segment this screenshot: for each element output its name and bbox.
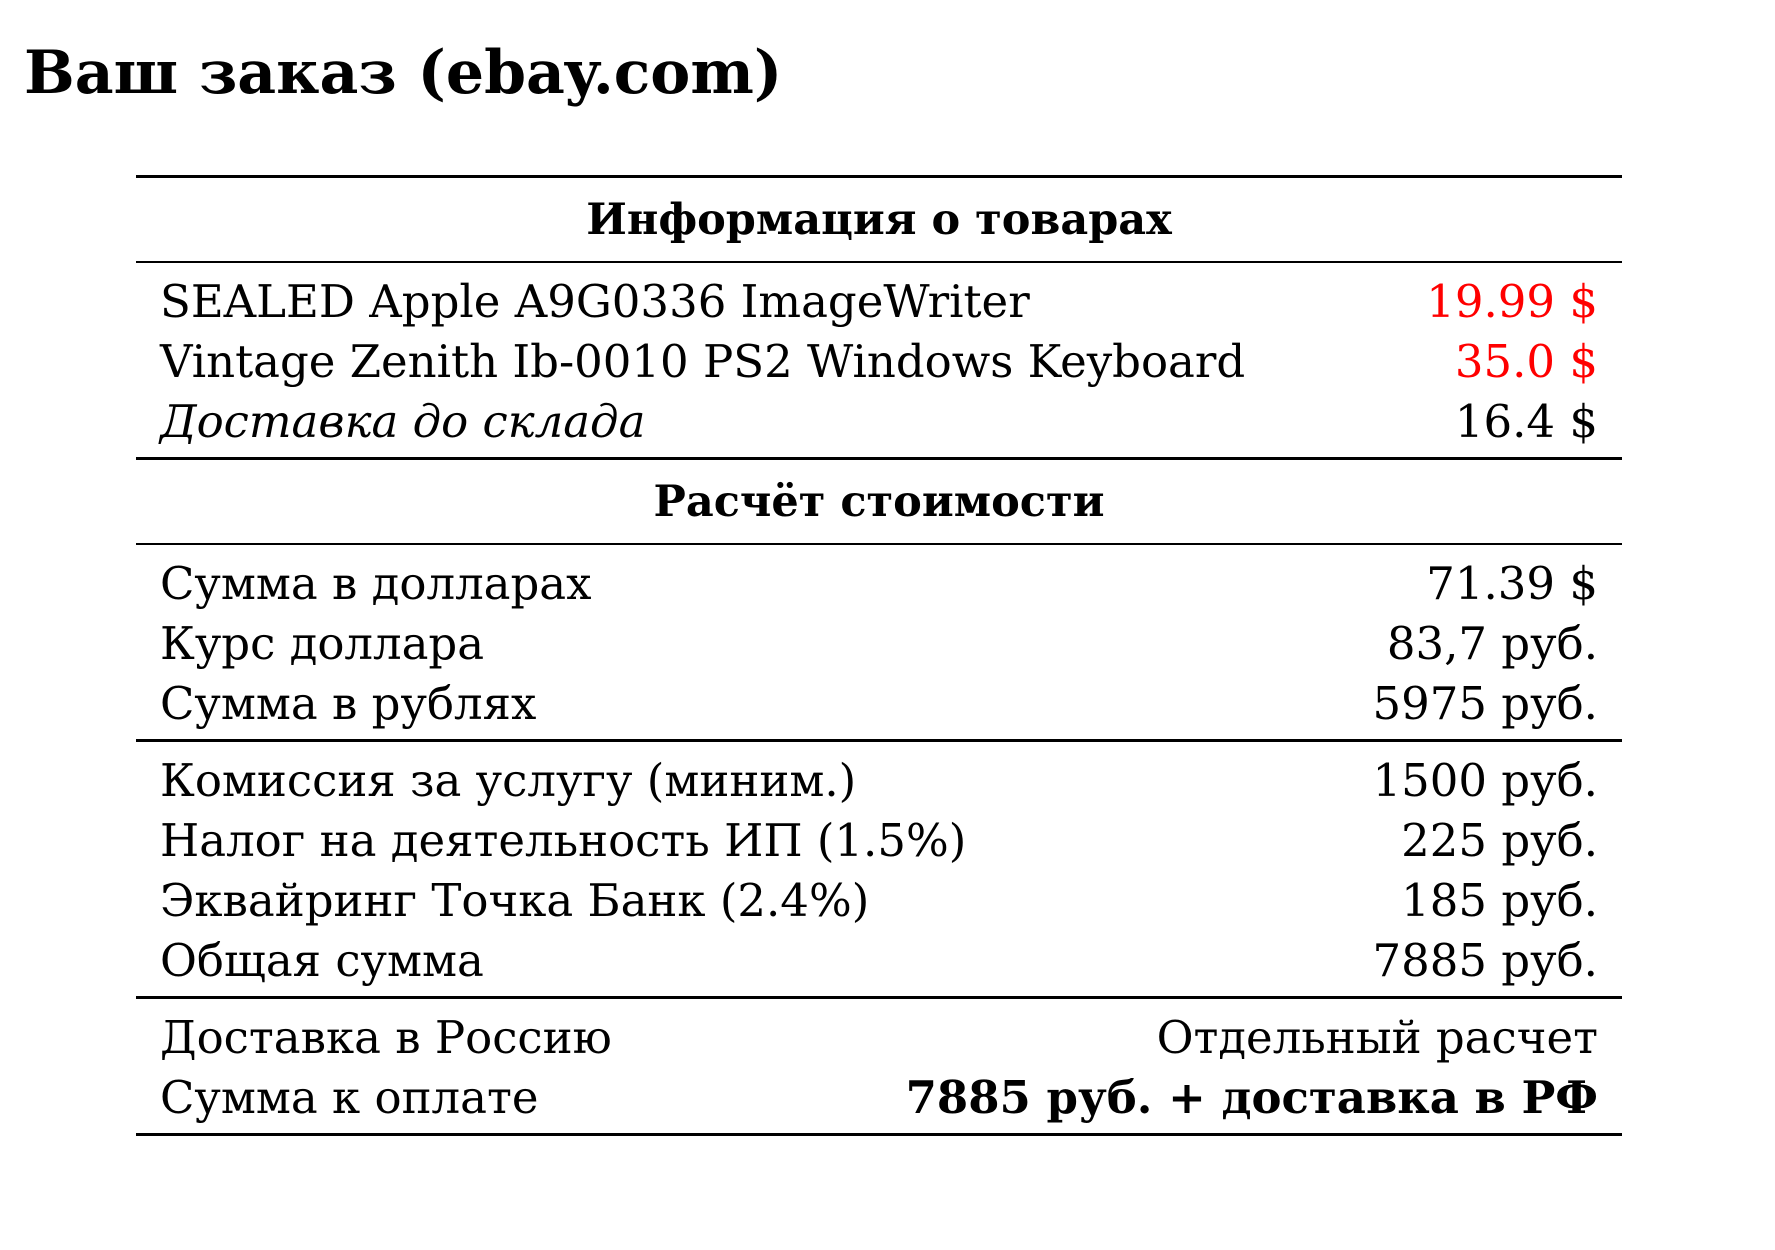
fees-list [136, 742, 1622, 996]
amount-due-row [136, 1067, 1622, 1127]
russia-delivery-row [136, 1007, 1622, 1067]
service-fee-value: 1500 руб. [1372, 753, 1598, 807]
service-fee-row [136, 750, 1622, 810]
sum-rub-value: 5975 руб. [1372, 676, 1598, 730]
conversion-list [136, 545, 1622, 739]
sum-usd-row [136, 553, 1622, 613]
warehouse-delivery-value: 16.4 $ [1454, 394, 1598, 448]
table-bottom-rule [136, 1133, 1622, 1136]
warehouse-delivery-row [136, 391, 1622, 451]
tax-label: Налог на деятельность ИП (1.5%) [160, 813, 967, 867]
tax-row [136, 810, 1622, 870]
sum-usd-label: Сумма в долларах [160, 556, 592, 610]
page-title: Ваш заказ (ebay.com) [24, 38, 783, 108]
russia-delivery-label: Доставка в Россию [160, 1010, 612, 1064]
goods-item-name: Vintage Zenith Ib-0010 PS2 Windows Keyboard [160, 334, 1246, 388]
acquiring-row [136, 870, 1622, 930]
exchange-rate-row [136, 613, 1622, 673]
amount-due-value: 7885 руб. + доставка в РФ [905, 1070, 1598, 1124]
exchange-rate-value: 83,7 руб. [1386, 616, 1598, 670]
goods-item-row [136, 331, 1622, 391]
service-fee-label: Комиссия за услугу (миним.) [160, 753, 857, 807]
acquiring-value: 185 руб. [1401, 873, 1598, 927]
russia-delivery-value: Отдельный расчет [1156, 1010, 1598, 1064]
amount-due-label: Сумма к оплате [160, 1070, 539, 1124]
exchange-rate-label: Курс доллара [160, 616, 485, 670]
goods-item-row [136, 271, 1622, 331]
tax-value: 225 руб. [1401, 813, 1598, 867]
goods-item-price: 19.99 $ [1426, 274, 1598, 328]
sum-usd-value: 71.39 $ [1426, 556, 1598, 610]
goods-section-header: Информация о товарах [586, 194, 1172, 245]
goods-item-price: 35.0 $ [1454, 334, 1598, 388]
sum-rub-label: Сумма в рублях [160, 676, 537, 730]
sum-rub-row [136, 673, 1622, 733]
total-value: 7885 руб. [1372, 933, 1598, 987]
goods-list [136, 263, 1622, 457]
payment-list [136, 999, 1622, 1133]
goods-item-name: SEALED Apple A9G0336 ImageWriter [160, 274, 1030, 328]
order-summary-table [136, 175, 1622, 1136]
calculation-section-header: Расчёт стоимости [653, 476, 1105, 527]
total-label: Общая сумма [160, 933, 484, 987]
warehouse-delivery-label: Доставка до склада [160, 394, 646, 448]
acquiring-label: Эквайринг Точка Банк (2.4%) [160, 873, 870, 927]
total-row [136, 930, 1622, 990]
